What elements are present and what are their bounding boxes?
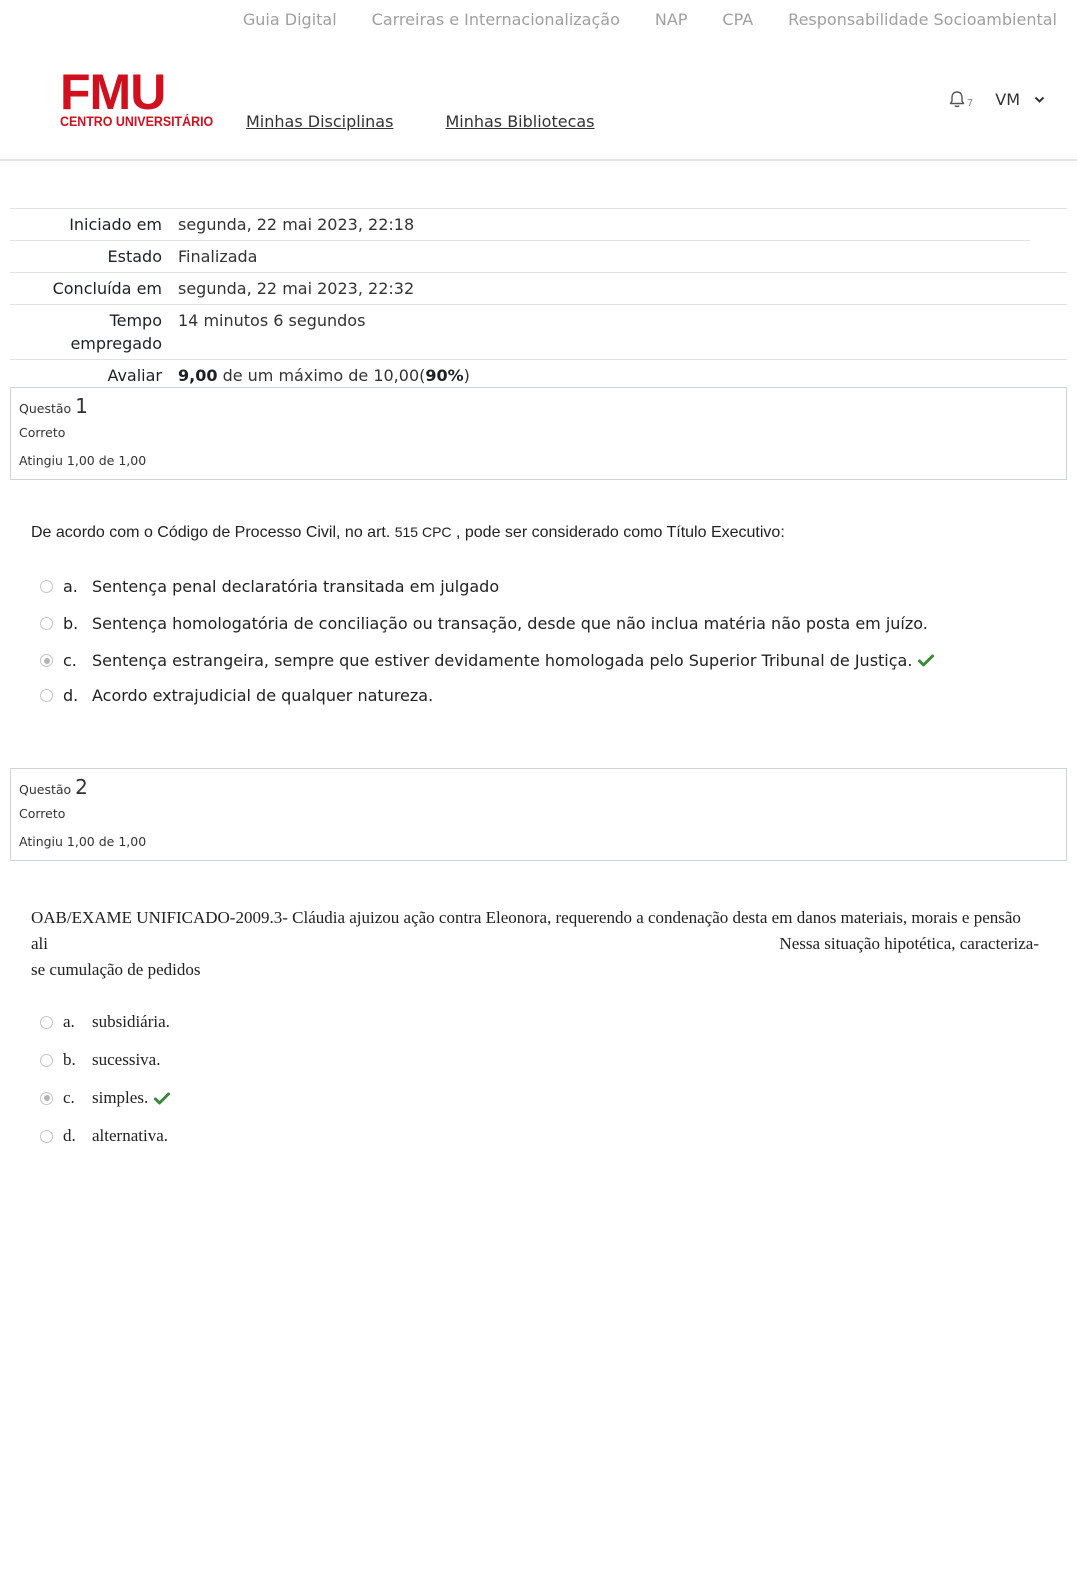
answer-radio-selected[interactable]: [40, 1092, 53, 1105]
question-num: 2: [75, 775, 88, 799]
grade-value: 9,00: [178, 366, 218, 385]
answer-letter: a.: [63, 1012, 75, 1031]
nav-minhas-disciplinas[interactable]: Minhas Disciplinas: [246, 112, 394, 131]
q1-text-b: 515 CPC: [394, 524, 452, 540]
q1-text-c: , pode ser considerado como Título Executivo:: [451, 524, 785, 541]
question-grade: Atingiu 1,00 de 1,00: [19, 453, 147, 468]
answer-text: sucessiva.: [92, 1050, 161, 1069]
grade-end: ): [463, 366, 470, 385]
q2-line-1: OAB/EXAME UNIFICADO-2009.3- Cláudia ajuizou ação contra Eleonora, requerendo a condenação desta em danos materiais, morais e pensão: [31, 908, 1021, 927]
answer-radio[interactable]: [40, 1016, 53, 1029]
summary-label: [10, 309, 178, 355]
nav-minhas-bibliotecas[interactable]: Minhas Bibliotecas: [445, 112, 595, 131]
topnav-responsabilidade[interactable]: Responsabilidade Socioambiental: [788, 10, 1057, 29]
summary-label: Concluída em: [52, 279, 162, 298]
question-num: 1: [75, 394, 88, 418]
question-2-info: [10, 768, 1067, 861]
answer-option[interactable]: [40, 1126, 168, 1146]
question-label: Questão: [19, 782, 72, 797]
summary-label-line1: Tempo: [109, 311, 162, 330]
topnav-carreiras[interactable]: Carreiras e Internacionalização: [371, 10, 620, 29]
summary-label-line2: empregado: [70, 334, 162, 353]
summary-value: segunda, 22 mai 2023, 22:32: [178, 279, 415, 298]
chevron-down-icon: [1034, 96, 1045, 104]
question-1-text: [31, 524, 785, 542]
attempt-summary-table: [10, 208, 1067, 391]
summary-value: [178, 364, 1067, 387]
question-2-text: [31, 905, 1043, 983]
top-navigation: [243, 10, 1057, 29]
main-navigation: [246, 112, 595, 131]
summary-value: Finalizada: [178, 247, 258, 266]
user-area: [948, 90, 1045, 109]
q2-line-2: [31, 931, 1043, 957]
answer-radio[interactable]: [40, 1054, 53, 1067]
answer-radio[interactable]: [40, 689, 53, 702]
answer-letter: b.: [63, 614, 79, 633]
grade-mid: de um máximo de 10,00(: [217, 366, 426, 385]
check-icon: [918, 654, 934, 667]
answer-option[interactable]: [40, 651, 934, 670]
answer-letter: a.: [63, 577, 78, 596]
fmu-logo[interactable]: [60, 64, 214, 129]
notifications-button[interactable]: [948, 90, 973, 109]
question-state: Correto: [19, 806, 66, 821]
answer-text: Sentença estrangeira, sempre que estiver devidamente homologada pelo Superior Tribunal de Justiça.: [92, 651, 913, 670]
logo-sub-text: CENTRO UNIVERSITÁRIO: [60, 114, 214, 129]
question-1-info: [10, 387, 1067, 480]
answer-letter: c.: [63, 651, 77, 670]
notification-count: 7: [966, 98, 974, 109]
q2-line-2-left: ali: [31, 934, 48, 953]
summary-row-state: [10, 241, 1067, 273]
answer-radio-selected[interactable]: [40, 654, 53, 667]
summary-row-started: [10, 209, 1030, 241]
topnav-cpa[interactable]: CPA: [722, 10, 754, 29]
answer-text: subsidiária.: [92, 1012, 170, 1031]
topnav-guia-digital[interactable]: Guia Digital: [242, 10, 337, 29]
question-number: [19, 775, 88, 799]
answer-letter: d.: [63, 686, 79, 705]
q2-line-2-right: Nessa situação hipotética, caracteriza-: [779, 934, 1039, 953]
answer-text: Acordo extrajudicial de qualquer natureza.: [92, 686, 434, 705]
answer-option[interactable]: [40, 577, 499, 596]
topnav-nap[interactable]: NAP: [654, 10, 688, 29]
answer-text: simples.: [92, 1088, 149, 1107]
summary-label: Avaliar: [107, 366, 162, 385]
answer-letter: b.: [63, 1050, 76, 1069]
grade-percent: 90%: [425, 366, 464, 385]
answer-radio[interactable]: [40, 580, 53, 593]
answer-option[interactable]: [40, 1088, 170, 1108]
question-label: Questão: [19, 401, 72, 416]
q2-line-3: se cumulação de pedidos: [31, 960, 201, 979]
answer-option[interactable]: [40, 614, 928, 633]
answer-option[interactable]: [40, 686, 433, 705]
summary-label: Iniciado em: [69, 215, 162, 234]
summary-value: 14 minutos 6 segundos: [178, 311, 366, 330]
site-header: [0, 48, 1077, 161]
user-initials: VM: [995, 90, 1020, 109]
bell-icon: [948, 90, 966, 109]
answer-text: Sentença homologatória de conciliação ou transação, desde que não inclua matéria não posta em juízo.: [92, 614, 928, 633]
summary-value: segunda, 22 mai 2023, 22:18: [178, 215, 415, 234]
answer-option[interactable]: [40, 1050, 160, 1070]
answer-text: Sentença penal declaratória transitada em julgado: [92, 577, 500, 596]
q1-text-a: De acordo com o Código de Processo Civil, no art.: [31, 524, 395, 541]
answer-option[interactable]: [40, 1012, 170, 1032]
answer-letter: d.: [63, 1126, 76, 1145]
user-menu-toggle[interactable]: [995, 90, 1045, 109]
answer-letter: c.: [63, 1088, 75, 1107]
question-grade: Atingiu 1,00 de 1,00: [19, 834, 147, 849]
summary-row-time: [10, 305, 1067, 360]
question-number: [19, 394, 88, 418]
logo-main-text: FMU: [60, 64, 166, 120]
answer-text: alternativa.: [92, 1126, 168, 1145]
summary-row-completed: [10, 273, 1067, 305]
check-icon: [154, 1092, 170, 1105]
summary-label: Estado: [107, 247, 162, 266]
answer-radio[interactable]: [40, 1130, 53, 1143]
answer-radio[interactable]: [40, 617, 53, 630]
question-state: Correto: [19, 425, 66, 440]
